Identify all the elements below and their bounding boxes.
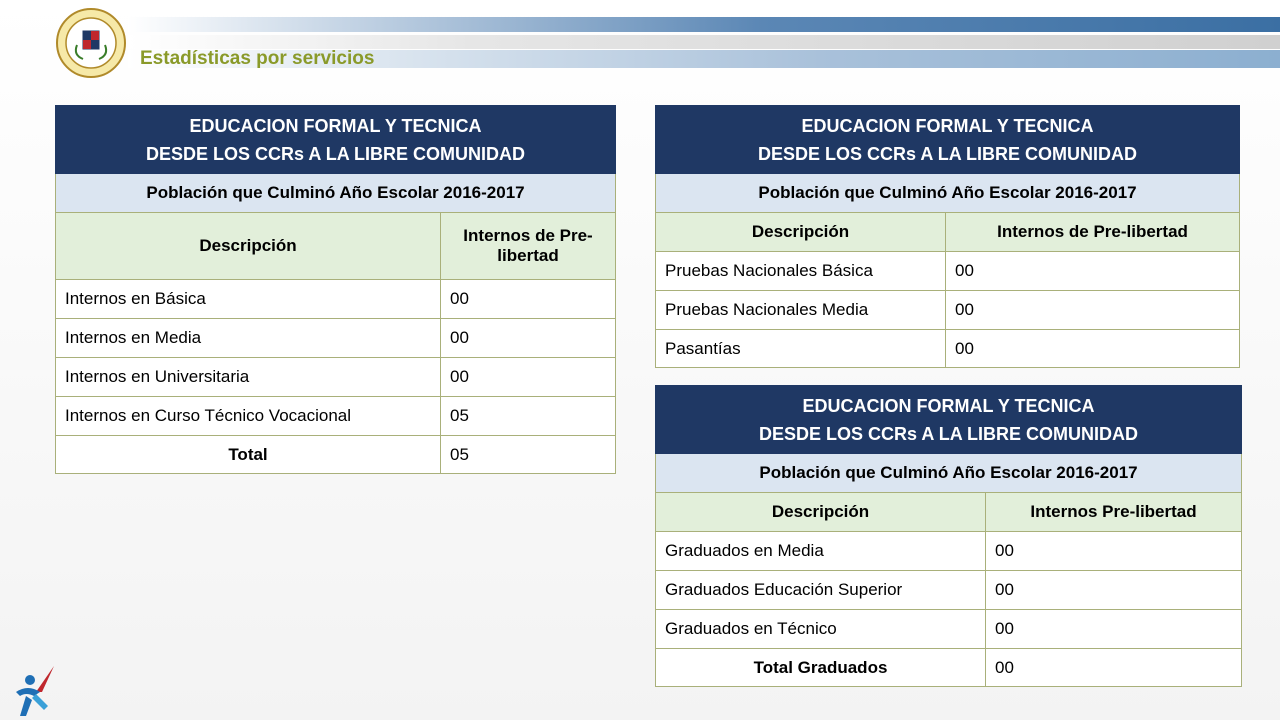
column-header-value: Internos de Pre-libertad [946,213,1240,252]
header-bar-light [128,35,1280,49]
table-row: Internos en Curso Técnico Vocacional 05 [56,397,616,436]
table-row: Pruebas Nacionales Básica 00 [656,252,1240,291]
table-row: Graduados en Media 00 [656,532,1242,571]
table-row: Graduados Educación Superior 00 [656,571,1242,610]
table-row: Pasantías 00 [656,330,1240,368]
column-header-description: Descripción [656,493,986,532]
institution-seal-icon [53,7,129,79]
page-title: Estadísticas por servicios [140,48,375,69]
table-row: Internos en Media 00 [56,319,616,358]
column-header-value: Internos de Pre-libertad [441,213,616,280]
table-title: EDUCACION FORMAL Y TECNICA DESDE LOS CCRs A LA LIBRE COMUNIDAD [656,106,1240,174]
table-title: EDUCACION FORMAL Y TECNICA DESDE LOS CCRs A LA LIBRE COMUNIDAD [656,386,1242,454]
table-subtitle: Población que Culminó Año Escolar 2016-2017 [656,454,1242,493]
column-header-value: Internos Pre-libertad [986,493,1242,532]
table-subtitle: Población que Culminó Año Escolar 2016-2017 [656,174,1240,213]
table-total-row: Total 05 [56,436,616,474]
table-row: Graduados en Técnico 00 [656,610,1242,649]
header-bar-dark [128,17,1280,32]
table-row: Internos en Universitaria 00 [56,358,616,397]
table-row: Internos en Básica 00 [56,280,616,319]
education-table-national-tests [655,105,1240,368]
table-row: Pruebas Nacionales Media 00 [656,291,1240,330]
column-header-description: Descripción [56,213,441,280]
column-header-description: Descripción [656,213,946,252]
table-total-row: Total Graduados 00 [656,649,1242,687]
table-title: EDUCACION FORMAL Y TECNICA DESDE LOS CCRs A LA LIBRE COMUNIDAD [56,106,616,174]
runner-logo-icon [6,662,64,718]
education-table-graduates [655,385,1242,687]
table-subtitle: Población que Culminó Año Escolar 2016-2017 [56,174,616,213]
education-table-basic [55,105,616,474]
